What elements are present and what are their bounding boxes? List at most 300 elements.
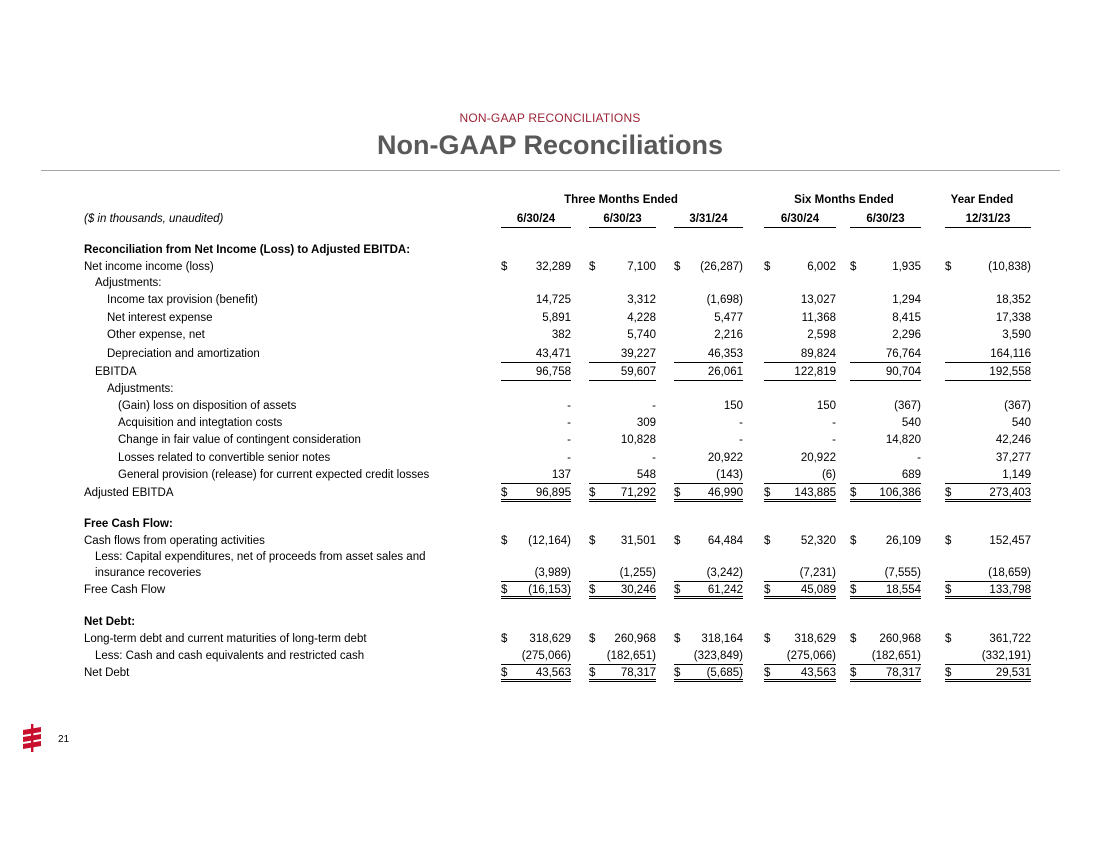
table-cell [850,533,921,549]
column-header-4: 6/30/23 [850,212,921,228]
column-header-1: 6/30/23 [589,212,656,228]
cell-value: 1,935 [892,261,921,273]
table-cell [850,450,921,466]
cell-value: 318,629 [529,633,571,645]
table-row [84,648,1034,664]
table-cell [945,648,1031,665]
table-cell [674,582,743,599]
row-label: Depreciation and amortization [107,348,260,360]
cell-value: 4,228 [627,312,656,324]
table-cell [674,631,743,647]
section-heading-row [84,614,1034,630]
currency-symbol: $ [764,667,771,679]
cell-value: 540 [1011,417,1031,429]
cell-value: - [739,417,743,429]
table-cell [501,485,571,502]
table-cell [501,565,571,582]
row-label: Free Cash Flow [84,584,166,596]
table-cell [674,565,743,582]
cell-value: 318,629 [794,633,836,645]
table-cell [501,432,571,448]
cell-value: 37,277 [995,452,1031,464]
table-cell [945,327,1031,343]
table-cell [589,485,656,502]
table-cell [589,346,656,363]
currency-symbol: $ [501,487,508,499]
cell-value: 2,216 [714,329,743,341]
cell-value: 382 [551,329,571,341]
table-row [84,631,1034,647]
table-cell [674,415,743,431]
table-cell [850,292,921,308]
row-label: Income tax provision (benefit) [107,294,258,306]
row-label: Long-term debt and current maturities of long-term debt [84,633,367,645]
table-cell [764,582,836,599]
table-cell [945,415,1031,431]
cell-value: 46,353 [707,348,743,360]
table-cell [850,398,921,414]
table-cell [764,467,836,484]
table-row [84,485,1034,501]
cell-value: 18,554 [885,584,921,596]
table-cell [850,631,921,647]
row-label: General provision (release) for current expected credit losses [118,469,430,481]
currency-symbol: $ [589,633,596,645]
cell-value: - [652,452,656,464]
table-cell [589,364,656,381]
currency-symbol: $ [589,261,596,273]
group-header-year: Year Ended [950,194,1014,206]
currency-symbol: $ [674,667,681,679]
table-cell [850,327,921,343]
table-cell [674,346,743,363]
table-row [84,565,1034,581]
cell-value: 2,296 [892,329,921,341]
row-label: Other expense, net [107,329,205,341]
cell-value: 26,109 [885,535,921,547]
table-row [84,582,1034,598]
column-header-2: 3/31/24 [674,212,743,228]
cell-value: - [832,434,836,446]
table-cell [501,665,571,682]
table-cell [764,327,836,343]
table-row [84,292,1034,308]
cell-value: 76,764 [885,348,921,360]
table-cell [945,467,1031,484]
cell-value: 13,027 [800,294,836,306]
table-cell [501,467,571,484]
currency-symbol: $ [764,633,771,645]
currency-symbol: $ [501,584,508,596]
table-row [84,327,1034,343]
cell-value: (143) [716,469,743,481]
currency-symbol: $ [501,261,508,273]
currency-symbol: $ [850,667,857,679]
table-row [84,346,1034,362]
cell-value: 42,246 [995,434,1031,446]
table-cell [589,450,656,466]
cell-value: 106,386 [879,487,921,499]
table-cell [501,310,571,326]
currency-symbol: $ [850,633,857,645]
cell-value: (7,231) [799,567,836,579]
table-cell [589,292,656,308]
table-row [84,467,1034,483]
currency-symbol: $ [674,487,681,499]
cell-value: 78,317 [885,667,921,679]
table-cell [945,665,1031,682]
cell-value: 143,885 [794,487,836,499]
row-label: Net interest expense [107,312,213,324]
section-kicker: NON-GAAP RECONCILIATIONS [459,111,641,125]
table-cell [501,582,571,599]
currency-symbol: $ [501,633,508,645]
currency-symbol: $ [501,535,508,547]
currency-symbol: $ [850,584,857,596]
cell-value: 150 [816,400,836,412]
table-cell [501,648,571,665]
cell-value: 2,598 [807,329,836,341]
cell-value: - [652,400,656,412]
cell-value: 89,824 [800,348,836,360]
cell-value: 39,227 [620,348,656,360]
cell-value: 122,819 [794,366,836,378]
table-cell [501,364,571,381]
table-cell [589,327,656,343]
table-cell [764,398,836,414]
row-label: Cash flows from operating activities [84,535,265,547]
row-label: Less: Cash and cash equivalents and restricted cash [95,650,365,662]
cell-value: 26,061 [707,366,743,378]
row-label: insurance recoveries [95,567,202,579]
cell-value: 164,116 [990,348,1031,360]
currency-symbol: $ [589,487,596,499]
cell-value: 32,289 [535,261,571,273]
table-cell [589,415,656,431]
cell-value: - [567,400,571,412]
table-cell [764,364,836,381]
table-cell [674,450,743,466]
table-cell [589,259,656,275]
cell-value: 318,164 [701,633,743,645]
cell-value: (12,164) [528,535,571,547]
table-cell [589,648,656,665]
row-label: Adjustments: [95,277,162,289]
table-cell [674,327,743,343]
table-cell [501,346,571,363]
cell-value: (323,849) [693,650,743,662]
table-cell [501,327,571,343]
currency-symbol: $ [674,261,681,273]
cell-value: 150 [723,400,743,412]
table-row [84,665,1034,681]
currency-symbol: $ [945,261,952,273]
column-header-0: 6/30/24 [501,212,571,228]
table-cell [945,398,1031,414]
table-cell [850,485,921,502]
table-cell [850,467,921,484]
table-cell [501,533,571,549]
table-cell [945,565,1031,582]
cell-value: 6,002 [807,261,836,273]
cell-value: 192,558 [989,366,1031,378]
table-cell [764,415,836,431]
row-label: Change in fair value of contingent consideration [118,434,361,446]
currency-symbol: $ [945,633,952,645]
table-row [84,415,1034,431]
cell-value: 20,922 [707,452,743,464]
cell-value: (1,255) [619,567,656,579]
table-cell [589,310,656,326]
cell-value: 11,368 [801,312,836,324]
section-heading-row [84,516,1034,532]
cell-value: 78,317 [620,667,656,679]
currency-symbol: $ [589,535,596,547]
row-label: Adjusted EBITDA [84,487,174,499]
table-cell [945,310,1031,326]
cell-value: 540 [901,417,921,429]
cell-value: 43,471 [535,348,571,360]
currency-symbol: $ [674,535,681,547]
table-cell [850,582,921,599]
cell-value: 273,403 [989,487,1031,499]
cell-value: 3,590 [1002,329,1031,341]
row-label: Free Cash Flow: [84,518,173,530]
units-note: ($ in thousands, unaudited) [84,213,224,225]
cell-value: 29,531 [995,667,1031,679]
currency-symbol: $ [674,584,681,596]
table-cell [674,292,743,308]
table-cell [764,310,836,326]
currency-symbol: $ [764,535,771,547]
table-cell [764,259,836,275]
table-cell [674,533,743,549]
currency-symbol: $ [764,487,771,499]
table-cell [589,565,656,582]
currency-symbol: $ [850,261,857,273]
table-cell [850,432,921,448]
table-row [84,398,1034,414]
table-row [84,381,1034,397]
currency-symbol: $ [945,535,952,547]
cell-value: (5,685) [706,667,743,679]
table-cell [674,432,743,448]
table-cell [589,533,656,549]
row-label: (Gain) loss on disposition of assets [118,400,297,412]
cell-value: (275,066) [521,650,571,662]
cell-value: 96,758 [535,366,571,378]
group-header-three-months: Three Months Ended [564,194,678,206]
table-cell [589,432,656,448]
cell-value: 71,292 [620,487,656,499]
row-label: EBITDA [95,366,137,378]
group-header-six-months: Six Months Ended [794,194,894,206]
table-cell [945,533,1031,549]
cell-value: 43,563 [535,667,571,679]
cell-value: - [832,417,836,429]
page-number: 21 [58,734,70,745]
cell-value: 43,563 [800,667,836,679]
cell-value: - [567,417,571,429]
row-label: Adjustments: [107,383,174,395]
row-label: Losses related to convertible senior notes [118,452,331,464]
cell-value: 45,089 [800,584,836,596]
cell-value: 20,922 [800,452,836,464]
cell-value: 59,607 [620,366,656,378]
currency-symbol: $ [674,633,681,645]
cell-value: 61,242 [707,584,743,596]
currency-symbol: $ [945,584,952,596]
table-row [84,432,1034,448]
table-cell [850,310,921,326]
cell-value: (6) [821,469,836,481]
cell-value: 14,820 [885,434,921,446]
cell-value: 14,725 [535,294,571,306]
cell-value: 133,798 [989,584,1031,596]
cell-value: 260,968 [614,633,656,645]
cell-value: 548 [636,469,656,481]
cell-value: 90,704 [885,366,921,378]
table-cell [764,648,836,665]
table-cell [850,565,921,582]
table-cell [850,346,921,363]
table-cell [764,485,836,502]
cell-value: (275,066) [786,650,836,662]
table-cell [501,292,571,308]
cell-value: (7,555) [884,567,921,579]
table-cell [945,432,1031,448]
cell-value: 689 [901,469,921,481]
table-cell [764,631,836,647]
table-row [84,549,1034,565]
currency-symbol: $ [850,535,857,547]
cell-value: - [739,434,743,446]
cell-value: 309 [636,417,656,429]
cell-value: (182,651) [871,650,921,662]
row-label: Acquisition and integtation costs [118,417,283,429]
cell-value: 17,338 [995,312,1031,324]
page-title: Non-GAAP Reconciliations [376,130,724,160]
table-cell [764,292,836,308]
table-cell [945,364,1031,381]
table-row [84,310,1034,326]
cell-value: 30,246 [620,584,656,596]
cell-value: 137 [551,469,571,481]
row-label: Reconciliation from Net Income (Loss) to Adjusted EBITDA: [84,244,411,256]
currency-symbol: $ [945,667,952,679]
table-cell [674,364,743,381]
table-cell [945,292,1031,308]
table-cell [764,565,836,582]
table-cell [589,665,656,682]
table-cell [501,450,571,466]
table-cell [674,648,743,665]
column-header-5: 12/31/23 [945,212,1031,228]
table-cell [850,259,921,275]
table-cell [850,415,921,431]
cell-value: 152,457 [989,535,1031,547]
currency-symbol: $ [850,487,857,499]
cell-value: (1,698) [706,294,743,306]
table-cell [764,346,836,363]
table-cell [501,259,571,275]
cell-value: (367) [894,400,921,412]
cell-value: (332,191) [981,650,1031,662]
cell-value: - [567,434,571,446]
cell-value: 64,484 [707,535,743,547]
table-cell [945,582,1031,599]
table-cell [674,310,743,326]
cell-value: (367) [1004,400,1031,412]
cell-value: 46,990 [707,487,743,499]
row-label: Net income income (loss) [84,261,214,273]
cell-value: (182,651) [606,650,656,662]
row-label: Net Debt: [84,616,136,628]
currency-symbol: $ [501,667,508,679]
table-cell [850,665,921,682]
cell-value: (16,153) [528,584,571,596]
cell-value: 3,312 [627,294,656,306]
cell-value: 7,100 [627,261,656,273]
table-cell [501,631,571,647]
table-cell [589,467,656,484]
cell-value: 8,415 [892,312,921,324]
table-cell [674,398,743,414]
table-cell [945,259,1031,275]
column-header-3: 6/30/24 [764,212,836,228]
currency-symbol: $ [589,584,596,596]
cell-value: 5,740 [627,329,656,341]
cell-value: (10,838) [988,261,1031,273]
table-cell [674,467,743,484]
cell-value: 1,149 [1002,469,1031,481]
table-cell [764,533,836,549]
cell-value: 52,320 [800,535,836,547]
table-cell [945,631,1031,647]
cell-value: 5,891 [542,312,571,324]
table-cell [764,432,836,448]
table-cell [850,364,921,381]
currency-symbol: $ [945,487,952,499]
cell-value: (26,287) [700,261,743,273]
table-cell [501,398,571,414]
table-row [84,259,1034,275]
table-cell [674,485,743,502]
table-row [84,275,1034,291]
table-cell [589,398,656,414]
cell-value: 31,501 [620,535,656,547]
table-cell [589,582,656,599]
currency-symbol: $ [764,261,771,273]
table-cell [764,450,836,466]
cell-value: 361,722 [989,633,1031,645]
cell-value: (3,989) [534,567,571,579]
cell-value: 260,968 [879,633,921,645]
company-logo-icon [22,724,42,752]
table-row [84,533,1034,549]
cell-value: 5,477 [714,312,743,324]
cell-value: 10,828 [620,434,656,446]
table-cell [674,665,743,682]
section-heading-row [84,242,1034,258]
currency-symbol: $ [764,584,771,596]
table-cell [674,259,743,275]
cell-value: 1,294 [892,294,921,306]
row-label: Net Debt [84,667,130,679]
cell-value: - [917,452,921,464]
cell-value: (18,659) [988,567,1031,579]
table-cell [764,665,836,682]
